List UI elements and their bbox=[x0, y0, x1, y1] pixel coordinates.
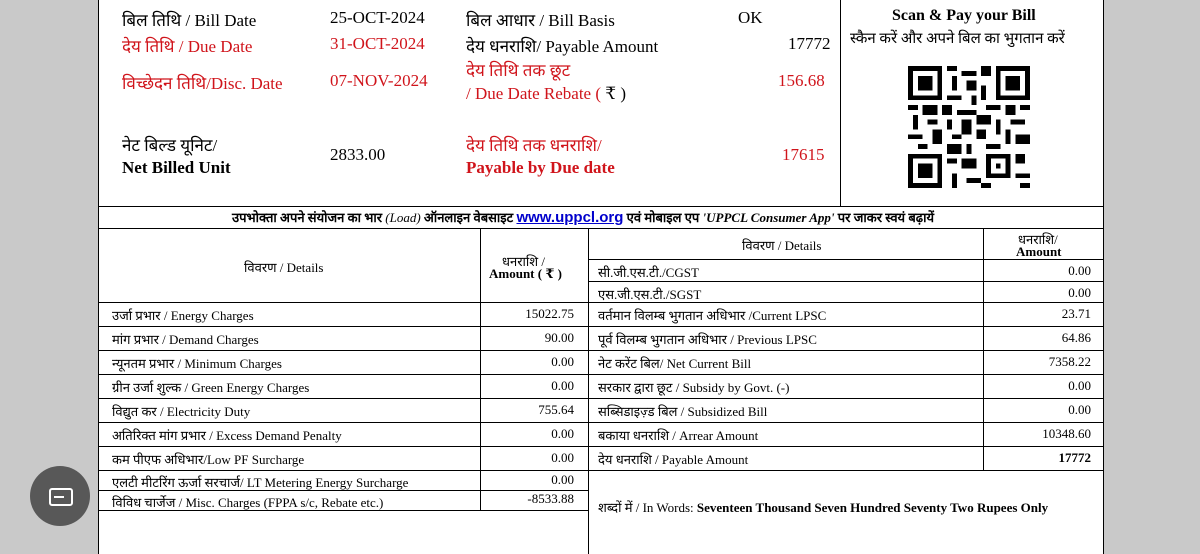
left-header-details: विवरण / Details bbox=[244, 260, 324, 275]
payable-label: देय धनराशि/ Payable Amount bbox=[466, 37, 659, 56]
right-row-label: सब्सिडाइज़्ड बिल / Subsidized Bill bbox=[598, 404, 768, 419]
divider-1 bbox=[98, 206, 1104, 207]
scan-title: Scan & Pay your Bill bbox=[892, 7, 1036, 24]
left-row-line bbox=[98, 446, 588, 447]
right-row-value: 10348.60 bbox=[1042, 426, 1091, 441]
right-row-line bbox=[588, 398, 1104, 399]
bill-date-label: बिल तिथि / Bill Date bbox=[122, 11, 257, 30]
divider-2 bbox=[98, 228, 1104, 229]
right-row-value: 7358.22 bbox=[1048, 354, 1091, 369]
right-row-label: बकाया धनराशि / Arrear Amount bbox=[598, 428, 759, 443]
scan-subtitle: स्कैन करें और अपने बिल का भुगतान करें bbox=[850, 31, 1065, 47]
right-row-label: नेट करेंट बिल/ Net Current Bill bbox=[598, 356, 752, 371]
due-date-label: देय तिथि / Due Date bbox=[122, 37, 253, 56]
right-row-label: सरकार द्वारा छूट / Subsidy by Govt. (-) bbox=[598, 380, 790, 395]
left-header-amount-2: Amount ( ₹ ) bbox=[489, 266, 562, 281]
right-row-line bbox=[588, 350, 1104, 351]
bill-date-value: 25-OCT-2024 bbox=[330, 8, 425, 27]
left-row-line bbox=[98, 350, 588, 351]
right-row-value: 0.00 bbox=[1068, 285, 1091, 300]
right-header-details: विवरण / Details bbox=[742, 238, 822, 253]
right-row-value: 0.00 bbox=[1068, 402, 1091, 417]
left-row-label: एलटी मीटरिंग ऊर्जा सरचार्ज/ LT Metering Energy Surcharge bbox=[112, 475, 409, 490]
left-row-label: अतिरिक्त मांग प्रभार / Excess Demand Penalty bbox=[112, 428, 342, 443]
amount-in-words: शब्दों में / In Words: Seventeen Thousand Seven Hundred Seventy Two Rupees Only bbox=[598, 500, 1049, 515]
left-row-label: उर्जा प्रभार / Energy Charges bbox=[112, 308, 254, 323]
right-row-label: पूर्व विलम्ब भुगतान अधिभार / Previous LPSC bbox=[598, 332, 817, 347]
right-row-line bbox=[588, 326, 1104, 327]
left-row-label: न्यूनतम प्रभार / Minimum Charges bbox=[112, 356, 282, 371]
payable-due-label-2: Payable by Due date bbox=[466, 158, 615, 177]
payable-total-value: 17772 bbox=[1058, 450, 1091, 465]
right-row-value: 23.71 bbox=[1061, 306, 1091, 321]
right-header-amount-2: Amount bbox=[1016, 244, 1062, 259]
right-row-label: एस.जी.एस.टी./SGST bbox=[598, 287, 702, 302]
qr-code-icon[interactable] bbox=[908, 66, 1030, 188]
left-row-value: 0.00 bbox=[551, 450, 574, 465]
payable-due-label-1: देय तिथि तक धनराशि/ bbox=[466, 136, 602, 155]
bill-basis-value: OK bbox=[738, 8, 763, 27]
right-row-label: सी.जी.एस.टी./CGST bbox=[598, 265, 699, 280]
uppcl-website-link[interactable]: www.uppcl.org bbox=[516, 209, 624, 226]
left-row-value: 755.64 bbox=[538, 402, 574, 417]
right-row-line bbox=[588, 281, 1104, 282]
left-row-line bbox=[98, 302, 588, 303]
qr-divider bbox=[840, 0, 841, 206]
left-row-label: ग्रीन उर्जा शुल्क / Green Energy Charges bbox=[112, 380, 310, 395]
load-notice: उपभोक्ता अपने संयोजन का भार (Load) ऑनलाइन वेबसाइट www.uppcl.org एवं मोबाइल एप 'UPPCL Consumer App' पर जाकर स्वयं बढ़ायें bbox=[232, 209, 934, 226]
bill-document bbox=[98, 0, 1104, 554]
left-row-label: विद्युत कर / Electricity Duty bbox=[112, 404, 251, 419]
left-row-label: मांग प्रभार / Demand Charges bbox=[112, 332, 259, 347]
left-row-label: विविध चार्जेज / Misc. Charges (FPPA s/c, Rebate etc.) bbox=[112, 495, 384, 510]
screen-icon bbox=[49, 488, 73, 506]
left-row-line bbox=[98, 374, 588, 375]
payable-due-value: 17615 bbox=[782, 145, 825, 164]
right-row-value: 0.00 bbox=[1068, 378, 1091, 393]
right-row-line bbox=[588, 446, 1104, 447]
net-unit-value: 2833.00 bbox=[330, 145, 386, 164]
right-row-line bbox=[588, 470, 1104, 471]
left-row-value: 90.00 bbox=[544, 330, 574, 345]
left-row-line bbox=[98, 422, 588, 423]
disc-date-label: विच्छेदन तिथि/Disc. Date bbox=[122, 74, 283, 93]
disc-date-value: 07-NOV-2024 bbox=[330, 71, 428, 90]
left-row-value: 0.00 bbox=[551, 426, 574, 441]
left-row-label: कम पीएफ अधिभार/Low PF Surcharge bbox=[112, 452, 305, 467]
left-header-amount-1: धनराशि / bbox=[502, 254, 545, 269]
right-row-label: देय धनराशि / Payable Amount bbox=[598, 452, 749, 467]
center-divider bbox=[588, 228, 589, 554]
rebate-label-2: / Due Date Rebate ( ₹ ) bbox=[466, 84, 626, 103]
bill-basis-label: बिल आधार / Bill Basis bbox=[466, 11, 615, 30]
rebate-value: 156.68 bbox=[778, 71, 825, 90]
net-unit-label-2: Net Billed Unit bbox=[122, 158, 231, 177]
left-row-value: 0.00 bbox=[551, 378, 574, 393]
payable-value: 17772 bbox=[788, 34, 831, 53]
right-row-value: 64.86 bbox=[1061, 330, 1091, 345]
left-row-value: 0.00 bbox=[551, 354, 574, 369]
rebate-label-1: देय तिथि तक छूट bbox=[466, 61, 571, 80]
net-unit-label-1: नेट बिल्ड यूनिट/ bbox=[122, 136, 218, 155]
left-row-line bbox=[98, 326, 588, 327]
screen-mode-button[interactable] bbox=[30, 466, 90, 526]
due-date-value: 31-OCT-2024 bbox=[330, 34, 425, 53]
left-row-value: -8533.88 bbox=[527, 491, 574, 506]
right-header-amount-1: धनराशि/ bbox=[1018, 232, 1058, 247]
right-row-line bbox=[588, 422, 1104, 423]
right-row-value: 0.00 bbox=[1068, 263, 1091, 278]
right-row-label: वर्तमान विलम्ब भुगतान अधिभार /Current LPSC bbox=[598, 308, 827, 323]
left-row-line bbox=[98, 398, 588, 399]
left-row-value: 0.00 bbox=[551, 472, 574, 487]
right-row-line bbox=[588, 374, 1104, 375]
left-row-value: 15022.75 bbox=[525, 306, 574, 321]
left-row-line bbox=[98, 470, 588, 471]
